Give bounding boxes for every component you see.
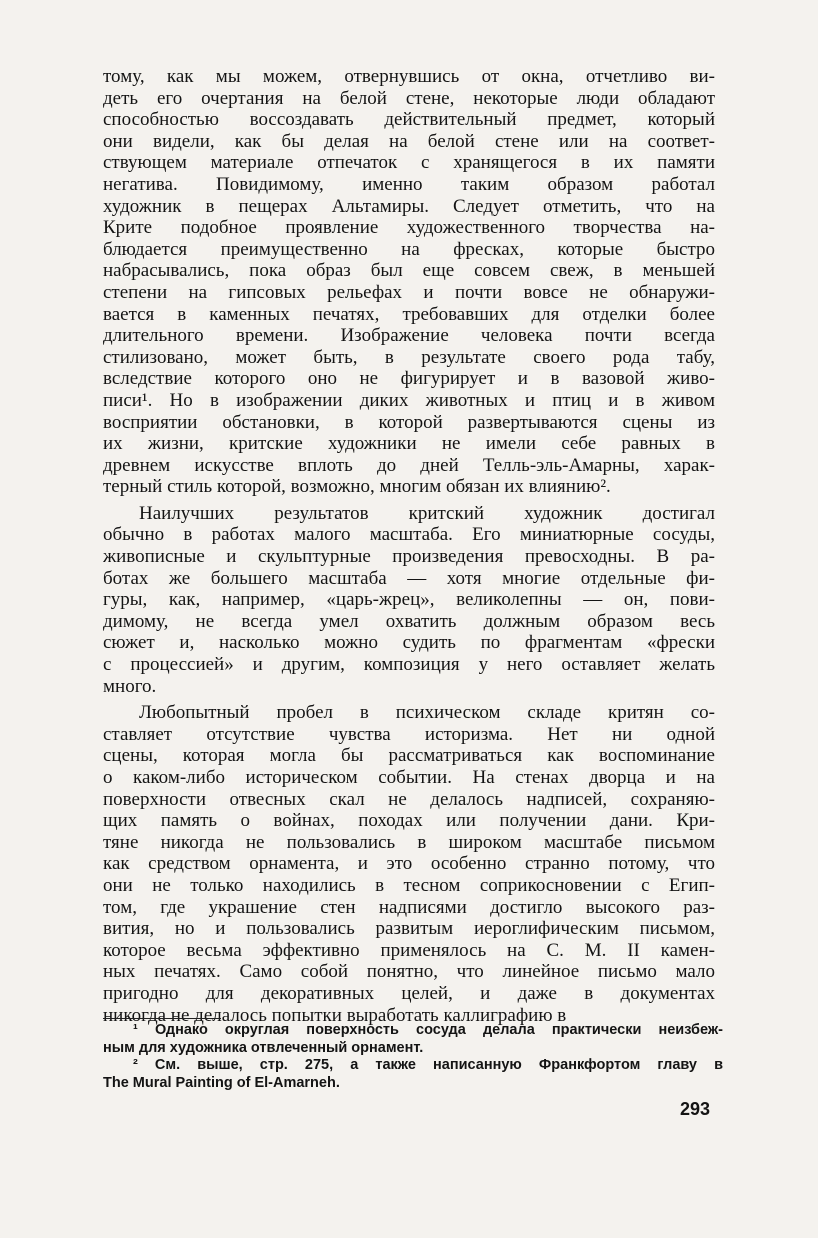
paragraph-1 (103, 66, 715, 498)
text-line: вается в каменных печатях, требовавших для отделки более (103, 303, 715, 325)
text-line: вития, но и пользовались развитым иероглифическим письмом, (103, 918, 715, 940)
text-line: деть его очертания на белой стене, некоторые люди обладают (103, 87, 715, 109)
text-line: вследствие которого оно не фигурирует и в вазовой живо- (103, 368, 715, 390)
text-line: терный стиль которой, возможно, многим обязан их влиянию². (103, 476, 611, 498)
text-line: восприятии обстановки, в которой развертываются сцены из (103, 411, 715, 433)
text-line: стилизовано, может быть, в результате своего рода табу, (103, 346, 715, 368)
text-line: художник в пещерах Альтамиры. Следует отметить, что на (103, 195, 715, 217)
text-line: никогда не делалось попытки выработать каллиграфию в (103, 1004, 567, 1026)
text-line: они видели, как бы делая на белой стене или на соответ- (103, 130, 715, 152)
text-line: тому, как мы можем, отвернувшись от окна, отчетливо ви- (103, 66, 715, 87)
text-line: гуры, как, например, «царь-жрец», великолепны — он, пови- (103, 589, 715, 611)
text-line: Любопытный пробел в психическом складе критян со- (139, 702, 715, 724)
footnote-separator (103, 1018, 221, 1019)
text-line: щих память о войнах, походах или получении дани. Кри- (103, 810, 715, 832)
text-line: степени на гипсовых рельефах и почти вовсе не обнаружи- (103, 281, 715, 303)
text-line: которое весьма эффективно применялось на С. М. II камен- (103, 939, 715, 961)
text-line: их жизни, критские художники не имели себе равных в (103, 433, 715, 455)
text-line: живописные и скульптурные произведения превосходны. В ра- (103, 546, 715, 568)
text-line: Крите подобное проявление художественного творчества на- (103, 217, 715, 239)
text-line: блюдается преимущественно на фресках, которые быстро (103, 238, 715, 260)
page-number: 293 (680, 1099, 711, 1119)
text-line: как средством орнамента, и это особенно странно потому, что (103, 853, 715, 875)
text-line: димому, не всегда умел охватить должным образом весь (103, 610, 715, 632)
footnote-line: ² См. выше, стр. 275, а также написанную Франкфортом главу в (133, 1057, 723, 1074)
text-line: обычно в работах малого масштаба. Его миниатюрные сосуды, (103, 524, 715, 546)
footnote-line: The Mural Painting of El-Amarneh. (103, 1074, 340, 1091)
text-line: ных печатях. Само собой понятно, что линейное письмо мало (103, 961, 715, 983)
text-line: с процессией» и другим, композиция у него оставляет желать (103, 654, 715, 676)
text-line: ствующем материале отпечаток с хранящегося в их памяти (103, 152, 715, 174)
text-line: сюжет и, насколько можно судить по фрагментам «фрески (103, 632, 715, 654)
footnote-line: ¹ Однако округлая поверхность сосуда делала практически неизбеж- (133, 1022, 723, 1038)
text-line: негатива. Повидимому, именно таким образом работал (103, 173, 715, 195)
text-line: длительного времени. Изображение человека почти всегда (103, 325, 715, 347)
footnote-line: ным для художника отвлеченный орнамент. (103, 1039, 424, 1056)
text-line: древнем искусстве вплоть до дней Телль-эль-Амарны, харак- (103, 454, 715, 476)
paragraph-2 (103, 503, 715, 697)
text-line: набрасывались, пока образ был еще совсем свеж, в меньшей (103, 260, 715, 282)
text-line: Наилучших результатов критский художник достигал (139, 502, 715, 524)
text-line: писи¹. Но в изображении диких животных и птиц и в живом (103, 389, 715, 411)
text-line: много. (103, 675, 157, 697)
text-line: пригодно для декоративных целей, и даже в документах (103, 982, 715, 1004)
text-line: о каком-либо историческом событии. На стенах дворца и на (103, 767, 715, 788)
text-line: они не только находились в тесном соприкосновении с Егип- (103, 874, 715, 896)
text-line: поверхности отвесных скал не делалось надписей, сохраняю- (103, 788, 715, 810)
main-text (103, 66, 715, 1026)
text-line: том, где украшение стен надписями достигло высокого раз- (103, 896, 715, 918)
text-line: ставляет отсутствие чувства историзма. Нет ни одной (103, 723, 715, 745)
text-line: ботах же большего масштаба — хотя многие отдельные фи- (103, 567, 715, 589)
text-line: способностью воссоздавать действительный предмет, который (103, 109, 715, 131)
footnotes (103, 1022, 723, 1092)
paragraph-3 (103, 702, 715, 1026)
text-line: сцены, которая могла бы рассматриваться как воспоминание (103, 745, 715, 767)
text-line: тяне никогда не пользовались в широком масштабе письмом (103, 831, 715, 853)
